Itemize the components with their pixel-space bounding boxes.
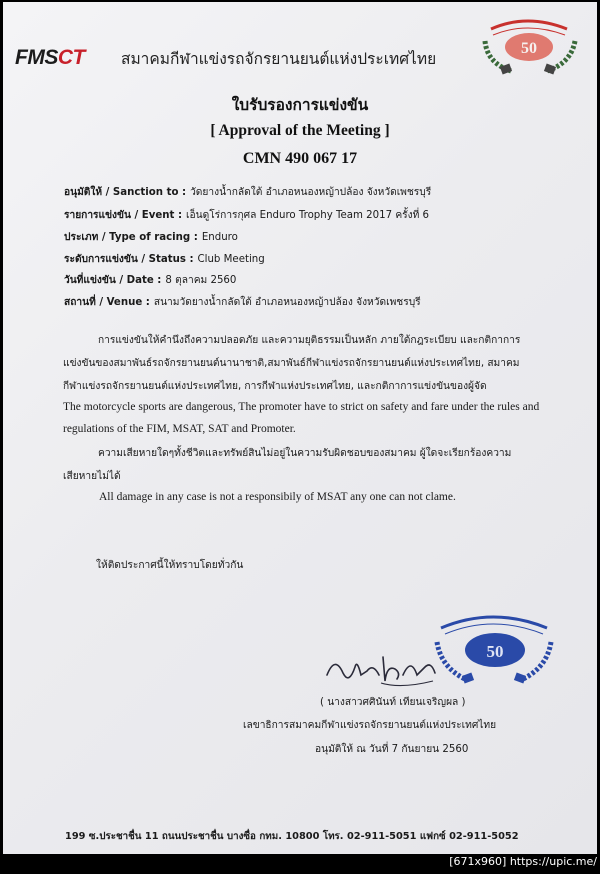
logo-text-main: FMS [15,46,58,69]
handwritten-signature [321,645,441,693]
document-page [3,2,597,854]
body-thai-line-1: การแข่งขันให้คำนึงถึงความปลอดภัย และความยุติธรรมเป็นหลัก ภายใต้กฎระเบียบ และกติกาการ [98,335,521,346]
field-label: รายการแข่งขัน / Event : [64,210,183,221]
body-thai-line-4: ความเสียหายใดๆทั้งชีวิตและทรัพย์สินไม่อยู่ในความรับผิดชอบของสมาคม ผู้ใดจะเรียกร้องความ [98,448,512,459]
svg-text:50: 50 [521,40,537,57]
footer-address: 199 ซ.ประชาชื่น 11 ถนนประชาชื่น บางซื่อ กทม. 10800 โทร. 02-911-5051 แฟกซ์ 02-911-5052 [65,831,519,842]
field-label: สถานที่ / Venue : [64,297,150,308]
field-value: เอ็นดูโร่การกุศล Enduro Trophy Team 2017 ครั้งที่ 6 [186,210,430,221]
svg-text:50: 50 [486,642,504,661]
field-event [64,207,429,223]
field-label: อนุมัติให้ / Sanction to : [64,187,187,198]
org-name-thai: สมาคมกีฬาแข่งรถจักรยานยนต์แห่งประเทศไทย [121,50,437,68]
body-english-line-2: regulations of the FIM, MSAT, SAT and Promoter. [63,423,296,435]
image-host-watermark: [671x960] https://upic.me/ [449,855,597,868]
field-type [64,229,238,245]
field-value: Club Meeting [197,254,265,265]
body-thai-line-5: เสียหายไม่ได้ [63,471,121,482]
body-thai-line-3: กีฬาแข่งรถจักรยานยนต์แห่งประเทศไทย, การกีฬาแห่งประเทศไทย, และกติกาการแข่งขันของผู้จัด [63,381,487,392]
approval-date: อนุมัติให้ ณ วันที่ 7 กันยายน 2560 [315,744,469,755]
title-english: [ Approval of the Meeting ] [210,122,390,139]
field-value: สนามวัดยางน้ำกลัดใต้ อำเภอหนองหญ้าปล้อง จังหวัดเพชรบุรี [153,297,421,308]
field-label: ระดับการแข่งขัน / Status : [64,254,194,265]
body-english-line-1: The motorcycle sports are dangerous, The promoter have to strict on safety and fare under the rules and [63,401,540,413]
body-english-line-3: All damage in any case is not a responsibily of MSAT any one can not clame. [99,491,456,503]
fmsct-logo [15,46,85,70]
field-venue [64,294,421,310]
signatory-name: ( นางสาวศศินันท์ เทียนเจริญผล ) [320,697,466,708]
approval-code: CMN 490 067 17 [242,150,358,167]
association-seal-icon [471,11,583,79]
field-sanction [64,184,431,200]
logo-text-accent: CT [57,46,85,69]
official-stamp [429,608,559,690]
field-label: ประเภท / Type of racing : [64,232,198,243]
field-status [64,251,265,267]
body-thai-line-2: แข่งขันของสมาพันธ์รถจักรยานยนต์นานาชาติ,สมาพันธ์กีฬาแข่งรถจักรยานยนต์แห่งประเทศไทย, สมาคม [63,358,520,369]
field-label: วันที่แข่งขัน / Date : [64,275,162,286]
announcement: ให้ติดประกาศนี้ให้ทราบโดยทั่วกัน [96,560,244,571]
field-value: Enduro [201,232,238,243]
field-value: 8 ตุลาคม 2560 [165,275,237,286]
signatory-position: เลขาธิการสมาคมกีฬาแข่งรถจักรยานยนต์แห่งประเทศไทย [243,720,497,731]
title-thai: ใบรับรองการแข่งขัน [231,96,369,114]
field-date [64,272,236,288]
field-value: วัดยางน้ำกลัดใต้ อำเภอหนองหญ้าปล้อง จังหวัดเพชรบุรี [190,187,432,198]
